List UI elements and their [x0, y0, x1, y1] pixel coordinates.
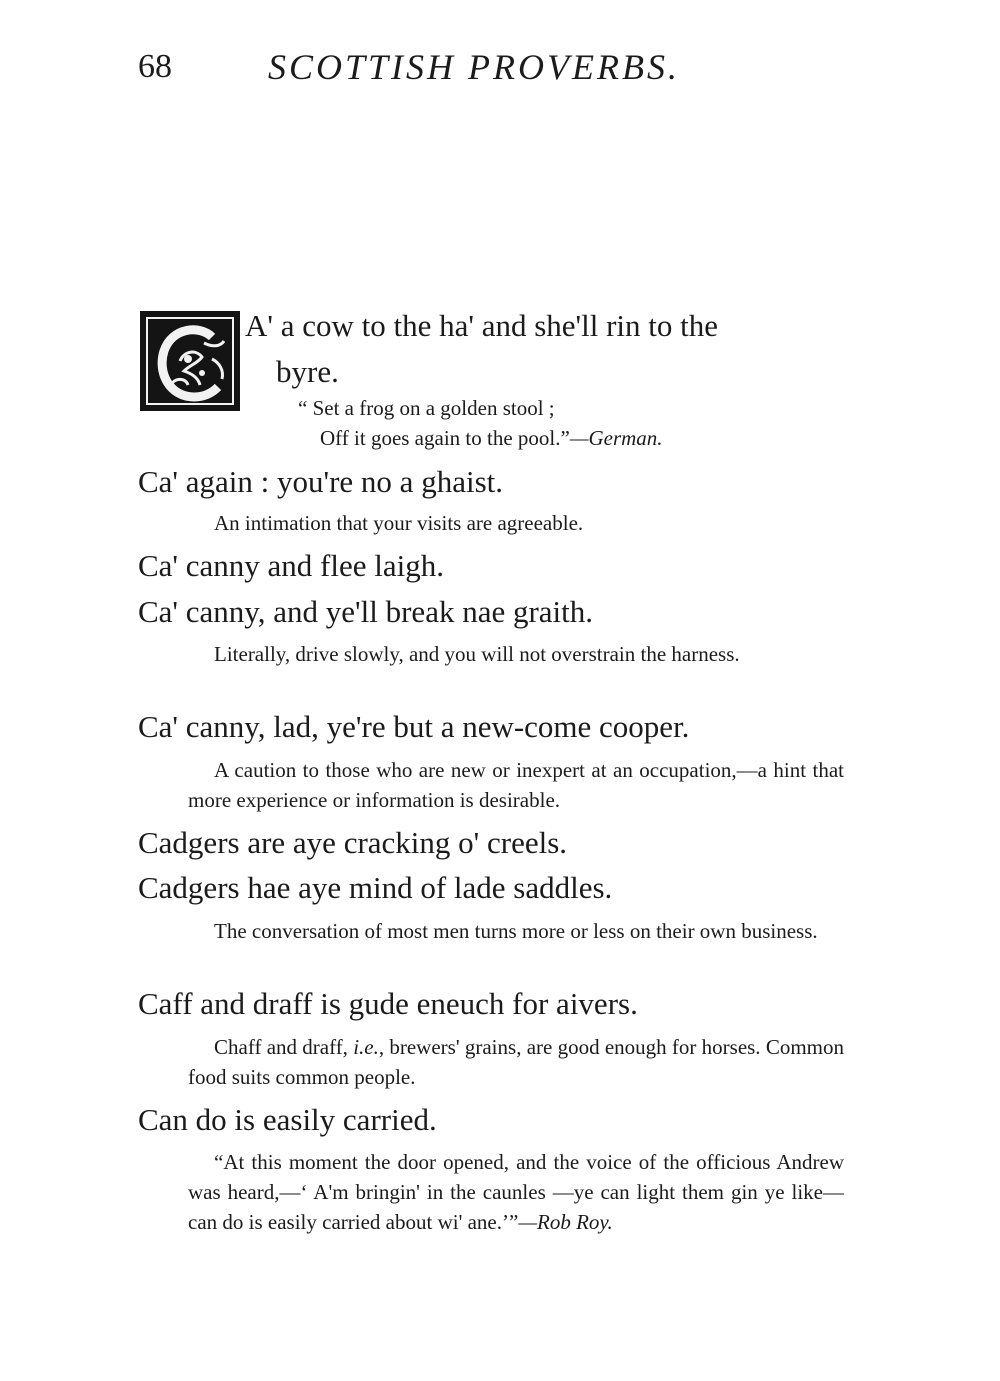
proverb-gloss: The conversation of most men turns more or less on their own business. — [214, 919, 818, 943]
quote-source: —German. — [569, 426, 663, 450]
proverb-entry-3: Ca' canny and flee laigh. — [138, 548, 444, 583]
proverb-entry-5: Ca' canny, lad, ye're but a new-come cooper. — [138, 709, 690, 744]
quote-line: “ Set a frog on a golden stool ; — [298, 396, 555, 420]
proverb-entry-9: Can do is easily carried. — [138, 1102, 437, 1137]
proverb-gloss: An intimation that your visits are agreeable. — [214, 511, 584, 535]
proverb-entry-8: Caff and draff is gude eneuch for aivers. — [138, 986, 638, 1021]
ornamental-dropcap — [140, 311, 240, 411]
proverb-text: A' a cow to the ha' and she'll rin to the — [245, 308, 719, 343]
proverb-entry-4: Ca' canny, and ye'll break nae graith. — [138, 594, 594, 629]
page-number: 68 — [138, 48, 172, 85]
quote-line: Off it goes again to the pool.”—German. — [320, 426, 663, 450]
proverb-gloss: Literally, drive slowly, and you will not overstrain the harness. — [214, 642, 740, 666]
proverb-gloss: “At this moment the door opened, and the voice of the officious Andrew was heard,—‘ A'm bringin' in the caunles —ye can light them gin ye like—can do is easily carried about wi' ane.’”—Rob Roy. — [188, 1150, 844, 1234]
proverb-entry-1 — [245, 303, 845, 395]
proverb-entry-7: Cadgers hae aye mind of lade saddles. — [138, 870, 613, 905]
running-head: SCOTTISH PROVERBS. — [268, 47, 680, 87]
proverb-gloss: Chaff and draff, i.e., brewers' grains, are good enough for horses. Common food suits common people. — [188, 1035, 844, 1089]
proverb-entry-2: Ca' again : you're no a ghaist. — [138, 464, 503, 499]
proverb-text-continued: byre. — [276, 354, 339, 389]
proverb-gloss: A caution to those who are new or inexpert at an occupation,—a hint that more experience or information is desirable. — [188, 758, 844, 812]
quote-block — [298, 393, 663, 453]
gloss-source: —Rob Roy. — [518, 1210, 613, 1234]
dropcap-letter-c-icon — [142, 313, 242, 413]
proverb-entry-6: Cadgers are aye cracking o' creels. — [138, 825, 568, 860]
